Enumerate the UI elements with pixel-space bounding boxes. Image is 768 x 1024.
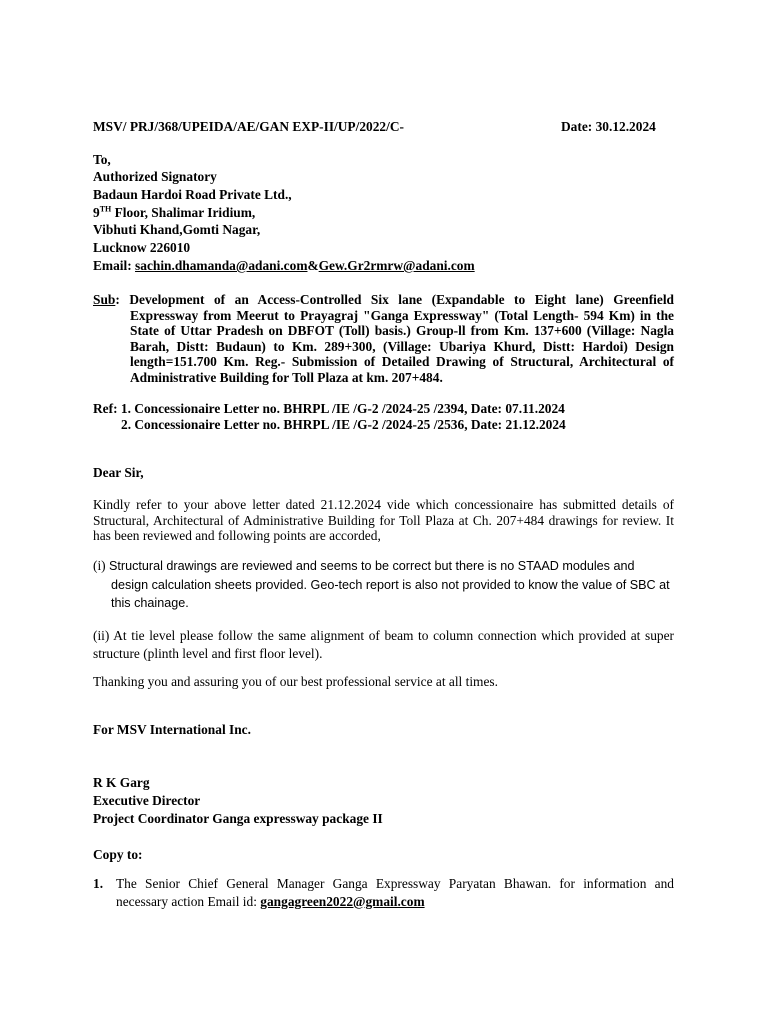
intro-paragraph: Kindly refer to your above letter dated 21.12.2024 vide which concessionaire has submitted details of Structural, Architectural of Administrative Building for Toll Plaza at Ch. 207+484 drawings for review. It has been reviewed and following points are accorded, [93, 497, 674, 543]
email-link-1[interactable]: sachin.dhamanda@adani.com [135, 258, 308, 273]
addressee-to: To, [93, 152, 111, 167]
copy-item-1 [116, 875, 674, 910]
subject-colon: : [115, 292, 130, 307]
point-1-prefix: (i) [93, 558, 109, 573]
reference-number: MSV/ PRJ/368/UPEIDA/AE/GAN EXP-II/UP/2022/C- [93, 119, 404, 134]
copy-item-number: 1. [93, 876, 104, 891]
floor-suffix: TH [99, 204, 112, 214]
salutation: Dear Sir, [93, 465, 144, 480]
floor-number: 9 [93, 205, 100, 220]
point-2: (ii) At tie level please follow the same alignment of beam to column connection which provided at super structure (plinth level and first floor level). [93, 628, 674, 661]
email-label: Email: [93, 258, 136, 273]
signatory-name: R K Garg [93, 775, 150, 790]
signatory-title: Executive Director [93, 793, 201, 808]
addressee-company: Badaun Hardoi Road Private Ltd., [93, 187, 292, 202]
copy-to-heading: Copy to: [93, 847, 143, 862]
subject-text: Development of an Access-Controlled Six lane (Expandable to Eight lane) Greenfield Expressway from Meerut to Prayagraj "Ganga Expressway" (Total Length- 594 Km) in the State of Uttar Pradesh on DBFOT (Toll) basis.) Group-ll from Km. 137+600 (Village: Nagla Barah, Distt: Budaun) to Km. 289+300, (Village: Ubariya Khurd, Distt: Hardoi) Design length=151.700 Km. Reg.- Submission of Detailed Drawing of Structural, Architectural of Administrative Building for Toll Plaza at km. 207+484. [129, 292, 674, 385]
email-separator: & [307, 258, 319, 273]
point-1-text: Structural drawings are reviewed and seems to be correct but there is no STAAD modules and design calculation sheets provided. Geo-tech report is also not provided to know the value of SBC at this chainage. [109, 559, 670, 610]
letter-date: Date: 30.12.2024 [561, 119, 656, 134]
point-1 [93, 557, 674, 613]
addressee-line: Authorized Signatory [93, 169, 217, 184]
copy-item-text: The Senior Chief General Manager Ganga Expressway Paryatan Bhawan. for information and necessary action Email id: [116, 876, 674, 909]
floor-rest: Floor, Shalimar Iridium, [111, 205, 256, 220]
addressee-area: Vibhuti Khand,Gomti Nagar, [93, 222, 261, 237]
subject-block [93, 292, 674, 386]
reference-2: 2. Concessionaire Letter no. BHRPL /IE /G-2 /2024-25 /2536, Date: 21.12.2024 [121, 417, 566, 432]
signatory-organization: For MSV International Inc. [93, 722, 251, 737]
reference-1: Ref: 1. Concessionaire Letter no. BHRPL /IE /G-2 /2024-25 /2394, Date: 07.11.2024 [93, 401, 565, 416]
addressee-email [93, 257, 475, 274]
addressee-floor [93, 204, 255, 221]
subject-label: Sub [93, 292, 116, 307]
closing-line: Thanking you and assuring you of our best professional service at all times. [93, 674, 498, 689]
signatory-role: Project Coordinator Ganga expressway package II [93, 811, 383, 826]
email-link-2[interactable]: Gew.Gr2rmrw@adani.com [318, 258, 475, 273]
copy-item-email-link[interactable]: gangagreen2022@gmail.com [260, 893, 425, 909]
addressee-city: Lucknow 226010 [93, 240, 191, 255]
